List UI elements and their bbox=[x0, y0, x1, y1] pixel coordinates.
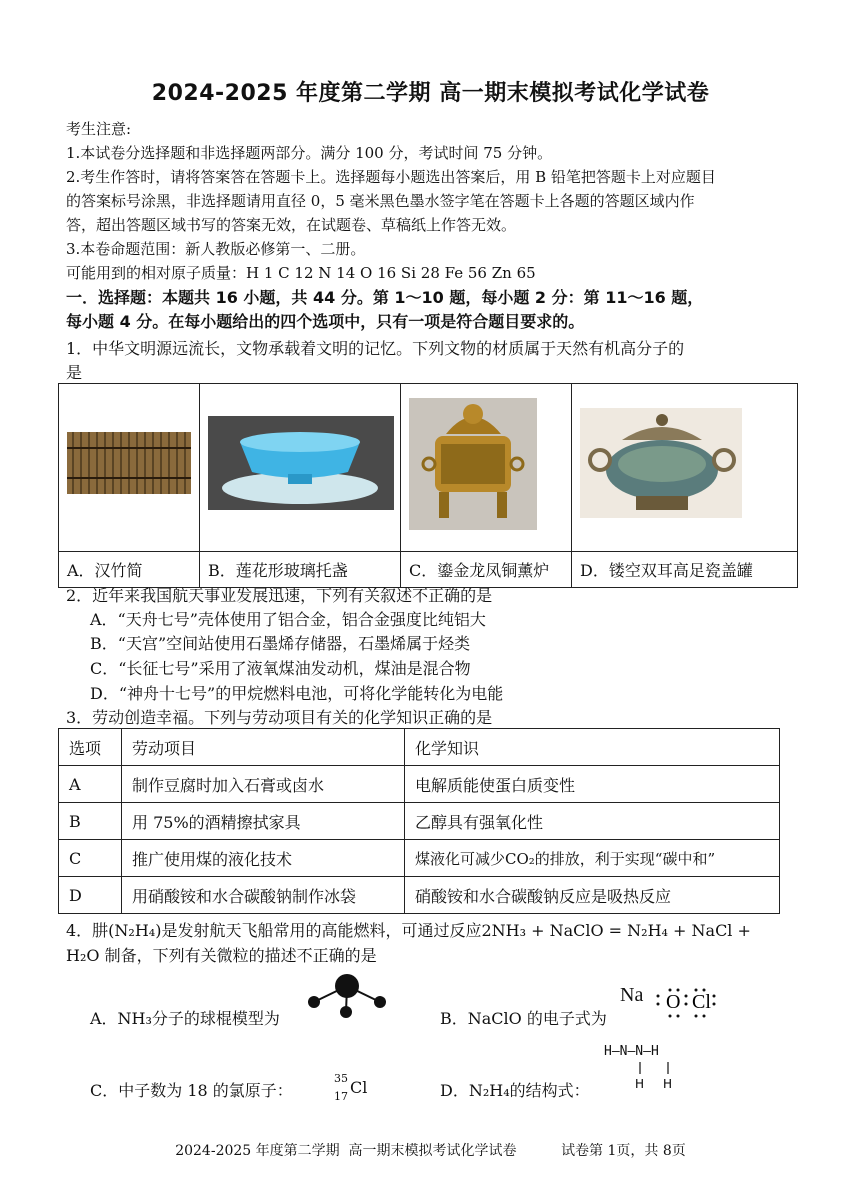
page-footer bbox=[0, 1140, 861, 1160]
nuclide-mass-number: 35 bbox=[334, 1072, 348, 1085]
nuclide-element: Cl bbox=[350, 1078, 368, 1097]
q1-option-c: C．鎏金龙凤铜薰炉 bbox=[401, 552, 572, 588]
notice-line: 的答案标号涂黑，非选择题请用直径 0，5 毫米黑色墨水签字笔在答题卡上各题的答题区域内作 bbox=[66, 192, 695, 210]
artifact-image-glass-cup bbox=[200, 384, 401, 552]
q3-row-label: B bbox=[59, 803, 122, 840]
q3-row-knowledge: 硝酸铵和水合碳酸钠反应是吸热反应 bbox=[405, 877, 780, 914]
footer-title: 2024-2025 年度第二学期 高一期末模拟考试化学试卷 bbox=[175, 1143, 517, 1159]
notice-heading: 考生注意: bbox=[66, 120, 132, 138]
electron-formula-na: Na bbox=[620, 984, 644, 1006]
notice-line: 答，超出答题区域书写的答案无效，在试题卷、草稿纸上作答无效。 bbox=[66, 216, 517, 234]
q4-stem-cont: H₂O 制备，下列有关微粒的描述不正确的是 bbox=[66, 946, 377, 965]
q4-option-d: D．N₂H₄的结构式： bbox=[440, 1081, 590, 1100]
q1-option-a: A．汉竹简 bbox=[59, 552, 200, 588]
q4-option-b: B．NaClO 的电子式为 bbox=[440, 1009, 607, 1028]
artifact-image-bamboo-slips bbox=[59, 384, 200, 552]
q3-row-task: 推广使用煤的液化技术 bbox=[122, 840, 405, 877]
q4-option-c: C．中子数为 18 的氯原子： bbox=[90, 1081, 293, 1100]
footer-page-number: 试卷第 1页，共 8页 bbox=[561, 1143, 686, 1159]
q2-option-d: D．“神舟十七号”的甲烷燃料电池，可将化学能转化为电能 bbox=[90, 684, 504, 703]
q1-stem: 1．中华文明源远流长，文物承载着文明的记忆。下列文物的材质属于天然有机高分子的 bbox=[66, 339, 685, 358]
notice-line: 3.本卷命题范围：新人教版必修第一、二册。 bbox=[66, 240, 366, 258]
q3-header-task: 劳动项目 bbox=[122, 729, 405, 766]
section-heading-line: 每小题 4 分。在每小题给出的四个选项中，只有一项是符合题目要求的。 bbox=[66, 312, 585, 331]
nuclide-atomic-number: 17 bbox=[334, 1090, 348, 1103]
q1-table bbox=[58, 383, 798, 588]
electron-dot-formula-icon bbox=[652, 984, 732, 1024]
q2-option-c: C．“长征七号”采用了液氧煤油发动机，煤油是混合物 bbox=[90, 659, 471, 678]
q1-option-d: D．镂空双耳高足瓷盖罐 bbox=[572, 552, 798, 588]
q3-header-option: 选项 bbox=[59, 729, 122, 766]
q2-option-b: B．“天宫”空间站使用石墨烯存储器，石墨烯属于烃类 bbox=[90, 634, 471, 653]
artifact-image-bronze-censer bbox=[401, 384, 572, 552]
q4-option-a: A．NH₃分子的球棍模型为 bbox=[90, 1009, 280, 1028]
q3-row-knowledge: 煤液化可减少CO₂的排放，利于实现“碳中和” bbox=[405, 840, 780, 877]
q2-stem: 2．近年来我国航天事业发展迅速，下列有关叙述不正确的是 bbox=[66, 586, 493, 605]
q1-option-b: B．莲花形玻璃托盏 bbox=[200, 552, 401, 588]
q3-row-task: 制作豆腐时加入石膏或卤水 bbox=[122, 766, 405, 803]
notice-line: 1.本试卷分选择题和非选择题两部分。满分 100 分，考试时间 75 分钟。 bbox=[66, 144, 553, 162]
structural-formula-chain: H—N—N—H bbox=[604, 1044, 659, 1059]
svg-text:H: H bbox=[635, 1077, 645, 1091]
notice-line: 2.考生作答时，请将答案答在答题卡上。选择题每小题选出答案后，用 B 铅笔把答题卡上对应题目 bbox=[66, 168, 716, 186]
page-title: 2024-2025 年度第二学期 高一期末模拟考试化学试卷 bbox=[151, 81, 710, 106]
svg-text:Cl: Cl bbox=[692, 991, 711, 1013]
q3-row-label: D bbox=[59, 877, 122, 914]
q3-stem: 3．劳动创造幸福。下列与劳动项目有关的化学知识正确的是 bbox=[66, 708, 493, 727]
electron-formula bbox=[620, 984, 643, 1007]
q3-row-knowledge: 电解质能使蛋白质变性 bbox=[405, 766, 780, 803]
q3-row-task: 用 75%的酒精擦拭家具 bbox=[122, 803, 405, 840]
svg-text:H: H bbox=[663, 1077, 673, 1091]
q3-header-knowledge: 化学知识 bbox=[405, 729, 780, 766]
section-heading bbox=[66, 286, 796, 334]
atomic-mass-line: 可能用到的相对原子质量：H 1 C 12 N 14 O 16 Si 28 Fe 56 Zn 65 bbox=[66, 264, 536, 282]
q3-row-label: C bbox=[59, 840, 122, 877]
q4-stem: 4．肼(N₂H₄)是发射航天飞船常用的高能燃料，可通过反应2NH₃ + NaClO = N₂H₄ + NaCl + bbox=[66, 921, 751, 940]
structural-formula bbox=[604, 1044, 724, 1094]
q3-row-knowledge: 乙醇具有强氧化性 bbox=[405, 803, 780, 840]
q3-row-label: A bbox=[59, 766, 122, 803]
q3-table bbox=[58, 728, 780, 914]
structural-bond-icon bbox=[604, 1062, 724, 1094]
q2-option-a: A．“天舟七号”壳体使用了铝合金，铝合金强度比纯铝大 bbox=[90, 610, 486, 629]
nuclide-symbol bbox=[334, 1072, 374, 1108]
q1-stem-cont: 是 bbox=[66, 363, 83, 382]
ball-stick-model-icon bbox=[302, 968, 392, 1024]
artifact-image-porcelain-jar bbox=[572, 384, 798, 552]
svg-text:O: O bbox=[666, 991, 681, 1013]
q3-row-task: 用硝酸铵和水合碳酸钠制作冰袋 bbox=[122, 877, 405, 914]
section-heading-line: 一．选择题：本题共 16 小题，共 44 分。第 1～10 题，每小题 2 分：第 11～16 题， bbox=[66, 288, 704, 307]
